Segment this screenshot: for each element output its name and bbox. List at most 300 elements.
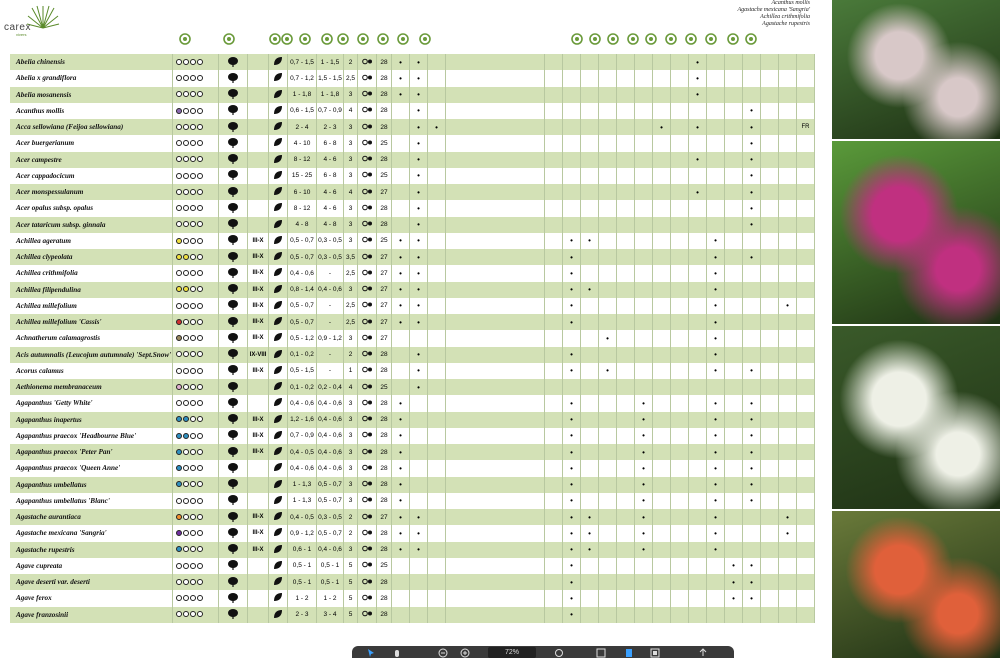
attribute-mark	[779, 607, 797, 623]
foliage-icon	[269, 314, 288, 330]
table-row	[10, 347, 815, 363]
table-row	[10, 54, 815, 70]
attribute-mark: •	[599, 330, 617, 346]
water-value: 3	[344, 135, 358, 151]
attribute-mark	[581, 412, 599, 428]
attribute-mark	[635, 265, 653, 281]
attribute-mark	[689, 428, 707, 444]
shrub-icon	[227, 364, 239, 375]
attribute-mark	[779, 558, 797, 574]
extra-note: FR	[797, 119, 815, 135]
foliage-icon	[269, 395, 288, 411]
flower-color-dot	[197, 481, 203, 487]
flower-color-dot	[197, 546, 203, 552]
extra-note	[797, 103, 815, 119]
height-value: 0,5 - 0,7	[288, 233, 317, 249]
attribute-mark	[653, 509, 671, 525]
flower-color-swatches	[173, 347, 219, 363]
plant-name: Acer tataricum subsp. ginnala	[10, 217, 173, 233]
caption: Agastache rupestris	[762, 21, 810, 27]
document-icon[interactable]	[624, 648, 634, 658]
water-value: 3	[344, 282, 358, 298]
extra-note	[797, 282, 815, 298]
save-icon[interactable]	[596, 648, 606, 658]
attribute-mark	[581, 200, 599, 216]
attribute-mark	[689, 460, 707, 476]
attribute-mark: •	[410, 298, 428, 314]
flower-color-dot	[190, 91, 196, 97]
plant-form-icon	[219, 119, 248, 135]
attribute-mark: •	[743, 574, 761, 590]
brand-logo	[2, 4, 62, 37]
sun-exposure	[358, 249, 377, 265]
foliage-icon	[269, 282, 288, 298]
plant-name: Acanthus mollis	[10, 103, 173, 119]
flowering-period	[248, 184, 269, 200]
attribute-mark	[581, 379, 599, 395]
water-value: 2	[344, 509, 358, 525]
attribute-mark: •	[392, 460, 410, 476]
leaf-icon	[273, 316, 283, 326]
sun-exposure	[358, 444, 377, 460]
attribute-mark	[428, 135, 446, 151]
attribute-mark	[761, 363, 779, 379]
attribute-mark	[581, 135, 599, 151]
flowering-period: III-X	[248, 428, 269, 444]
foliage-icon	[269, 249, 288, 265]
attribute-mark	[581, 590, 599, 606]
plant-form-icon	[219, 590, 248, 606]
foliage-icon	[269, 152, 288, 168]
spacer-cell	[446, 542, 545, 558]
attribute-mark	[671, 103, 689, 119]
leaf-icon	[273, 609, 283, 619]
attribute-mark	[653, 103, 671, 119]
attribute-mark	[635, 298, 653, 314]
attribute-mark	[545, 509, 563, 525]
width-value: 0,5 - 0,7	[317, 493, 344, 509]
attribute-mark	[545, 379, 563, 395]
water-value: 3	[344, 477, 358, 493]
flowering-period	[248, 590, 269, 606]
attribute-mark: •	[743, 168, 761, 184]
flowering-period: III-X	[248, 542, 269, 558]
attribute-mark: •	[563, 282, 581, 298]
attribute-mark	[743, 347, 761, 363]
shrub-icon	[227, 413, 239, 424]
sun-icon	[361, 544, 373, 553]
hardiness-value: 28	[377, 525, 392, 541]
flower-color-dot	[183, 465, 189, 471]
spacer-cell	[446, 314, 545, 330]
attribute-mark	[689, 542, 707, 558]
attribute-mark	[599, 590, 617, 606]
flower-color-dot	[183, 514, 189, 520]
flower-color-dot	[176, 416, 182, 422]
sun-exposure	[358, 379, 377, 395]
attribute-mark	[653, 525, 671, 541]
leaf-icon	[273, 511, 283, 521]
width-value: 2 - 3	[317, 119, 344, 135]
foliage-icon	[269, 460, 288, 476]
flower-color-swatches	[173, 54, 219, 70]
plant-photo	[832, 511, 1000, 658]
attribute-mark	[581, 184, 599, 200]
attribute-mark	[653, 265, 671, 281]
spacer-cell	[446, 119, 545, 135]
attribute-mark	[779, 217, 797, 233]
shrub-icon	[227, 429, 239, 440]
caption: Achillea crithmifolia	[760, 14, 810, 20]
attribute-mark	[653, 298, 671, 314]
attribute-mark	[617, 379, 635, 395]
attribute-mark	[725, 607, 743, 623]
flowering-period: III-X	[248, 525, 269, 541]
attribute-mark	[779, 184, 797, 200]
attribute-mark: •	[707, 460, 725, 476]
attribute-mark	[725, 395, 743, 411]
sun-icon	[336, 32, 350, 46]
attribute-mark	[761, 574, 779, 590]
attribute-mark	[581, 574, 599, 590]
attribute-mark	[725, 525, 743, 541]
attribute-mark	[581, 168, 599, 184]
attribute-mark	[599, 217, 617, 233]
height-value: 2 - 4	[288, 119, 317, 135]
plant-form-icon	[219, 379, 248, 395]
attribute-mark	[779, 493, 797, 509]
leaf-icon	[273, 72, 283, 82]
attribute-mark: •	[743, 493, 761, 509]
hardiness-value: 28	[377, 607, 392, 623]
attribute-mark	[743, 379, 761, 395]
attribute-mark	[428, 200, 446, 216]
shrub-icon	[227, 494, 239, 505]
attribute-mark	[779, 152, 797, 168]
sun-exposure	[358, 184, 377, 200]
butterfly-icon	[376, 32, 390, 46]
attribute-mark: •	[410, 87, 428, 103]
shrub-icon	[227, 576, 239, 587]
sun-icon	[361, 333, 373, 342]
attribute-mark	[635, 590, 653, 606]
plant-name: Agave cupreata	[10, 558, 173, 574]
attribute-mark	[689, 509, 707, 525]
sun-exposure	[358, 135, 377, 151]
attribute-mark: •	[563, 412, 581, 428]
select-tool-icon[interactable]	[366, 648, 376, 658]
attribute-mark	[635, 363, 653, 379]
flower-color-dot	[183, 189, 189, 195]
zoom-level-input[interactable]: 72%	[488, 647, 536, 658]
height-value: 6 - 10	[288, 184, 317, 200]
hardiness-value: 28	[377, 477, 392, 493]
table-row	[10, 574, 815, 590]
height-value: 8 - 12	[288, 200, 317, 216]
attribute-mark	[743, 314, 761, 330]
attribute-mark: •	[779, 509, 797, 525]
attribute-mark	[689, 314, 707, 330]
hardiness-value: 28	[377, 87, 392, 103]
attribute-mark	[653, 444, 671, 460]
hardiness-value: 27	[377, 298, 392, 314]
flowering-period: III-X	[248, 412, 269, 428]
caption: Agastache mexicana 'Sangria'	[737, 7, 810, 13]
attribute-mark	[779, 444, 797, 460]
attribute-mark	[671, 347, 689, 363]
bird-icon	[418, 32, 432, 46]
flower-color-dot	[183, 319, 189, 325]
attribute-mark	[707, 152, 725, 168]
attribute-mark	[599, 87, 617, 103]
hand-tool-icon[interactable]	[392, 648, 402, 658]
attribute-mark	[689, 347, 707, 363]
rotate-icon[interactable]	[554, 648, 564, 658]
attribute-mark: •	[779, 525, 797, 541]
attribute-mark	[689, 233, 707, 249]
attribute-mark	[653, 607, 671, 623]
plant-name: Agastache rupestris	[10, 542, 173, 558]
flowering-period	[248, 460, 269, 476]
sun-icon	[361, 463, 373, 472]
fence-icon	[644, 32, 658, 46]
leaf-icon	[273, 267, 283, 277]
height-value: 4 - 8	[288, 217, 317, 233]
sun-icon	[361, 284, 373, 293]
zoom-in-icon[interactable]	[460, 648, 470, 658]
attribute-mark	[743, 525, 761, 541]
attribute-mark: •	[410, 282, 428, 298]
flower-color-swatches	[173, 330, 219, 346]
sun-exposure	[358, 233, 377, 249]
attribute-mark: •	[707, 542, 725, 558]
flower-color-swatches	[173, 395, 219, 411]
attribute-mark	[581, 395, 599, 411]
flowering-period	[248, 493, 269, 509]
attribute-mark	[581, 217, 599, 233]
attribute-mark	[428, 103, 446, 119]
flower-color-swatches	[173, 265, 219, 281]
water-value: 3	[344, 493, 358, 509]
attribute-mark	[545, 330, 563, 346]
hardiness-value: 25	[377, 379, 392, 395]
flowering-period	[248, 477, 269, 493]
share-icon[interactable]	[698, 648, 708, 658]
plant-name: Achillea clypeolata	[10, 249, 173, 265]
hardiness-value: 28	[377, 119, 392, 135]
height-value: 0,5 - 0,7	[288, 298, 317, 314]
attribute-mark: •	[635, 428, 653, 444]
plant-form-icon	[219, 249, 248, 265]
attribute-mark: •	[563, 525, 581, 541]
shrub-icon	[227, 592, 239, 603]
flower-color-dot	[197, 254, 203, 260]
attribute-mark	[671, 249, 689, 265]
attribute-mark	[671, 395, 689, 411]
width-value: 3 - 4	[317, 607, 344, 623]
shrub-icon	[227, 121, 239, 132]
attribute-mark	[617, 509, 635, 525]
flower-color-dot	[190, 481, 196, 487]
attribute-mark	[653, 168, 671, 184]
salt-icon	[684, 32, 698, 46]
flower-color-dot	[190, 563, 196, 569]
flower-color-dot	[176, 368, 182, 374]
flower-color-dot	[190, 530, 196, 536]
attribute-mark	[635, 330, 653, 346]
flower-color-dot	[190, 59, 196, 65]
attribute-mark	[653, 233, 671, 249]
sun-icon	[361, 268, 373, 277]
flowering-period: III-X	[248, 509, 269, 525]
width-value: 0,7 - 0,9	[317, 103, 344, 119]
attribute-mark: •	[581, 525, 599, 541]
zoom-out-icon[interactable]	[438, 648, 448, 658]
attribute-mark	[707, 217, 725, 233]
attribute-mark	[653, 200, 671, 216]
attribute-mark	[428, 298, 446, 314]
attribute-mark	[581, 103, 599, 119]
flower-color-dot	[197, 319, 203, 325]
leaf-icon	[273, 446, 283, 456]
water-value: 3	[344, 217, 358, 233]
attribute-mark	[410, 477, 428, 493]
attribute-mark	[761, 200, 779, 216]
attribute-mark	[671, 87, 689, 103]
attribute-mark	[689, 363, 707, 379]
attribute-mark	[617, 428, 635, 444]
attribute-mark	[545, 347, 563, 363]
flower-color-dot	[183, 481, 189, 487]
attribute-mark	[428, 184, 446, 200]
sun-icon	[361, 349, 373, 358]
width-value: 0,3 - 0,5	[317, 509, 344, 525]
attribute-mark	[581, 70, 599, 86]
attribute-mark	[779, 330, 797, 346]
hardiness-value: 25	[377, 135, 392, 151]
foliage-icon	[269, 574, 288, 590]
sun-icon	[361, 365, 373, 374]
spacer-cell	[446, 330, 545, 346]
flower-color-dot	[197, 368, 203, 374]
water-value: 4	[344, 184, 358, 200]
table-row	[10, 460, 815, 476]
attribute-mark	[779, 347, 797, 363]
plant-name: Acca sellowiana (Feijoa sellowiana)	[10, 119, 173, 135]
attribute-mark: •	[689, 119, 707, 135]
attribute-mark	[653, 314, 671, 330]
hedgehog-icon	[570, 32, 584, 46]
table-row	[10, 135, 815, 151]
leaf-icon	[273, 397, 283, 407]
attribute-mark	[779, 314, 797, 330]
attribute-mark	[779, 542, 797, 558]
attribute-mark	[545, 152, 563, 168]
shrub-icon	[227, 202, 239, 213]
attribute-mark	[653, 493, 671, 509]
attribute-mark: •	[743, 444, 761, 460]
attribute-mark: •	[392, 70, 410, 86]
flower-color-dot	[183, 303, 189, 309]
flower-color-dot	[190, 124, 196, 130]
attribute-mark	[653, 542, 671, 558]
sun-exposure	[358, 412, 377, 428]
attribute-mark	[725, 412, 743, 428]
attribute-mark: •	[707, 493, 725, 509]
attribute-mark: •	[392, 525, 410, 541]
attribute-mark	[761, 509, 779, 525]
flower-color-dot	[176, 530, 182, 536]
flower-color-dot	[183, 91, 189, 97]
sun-exposure	[358, 314, 377, 330]
attribute-mark	[689, 558, 707, 574]
attribute-mark	[761, 298, 779, 314]
attribute-mark	[581, 607, 599, 623]
width-value: -	[317, 265, 344, 281]
attribute-mark	[428, 363, 446, 379]
attribute-mark	[599, 249, 617, 265]
plant-name: Agastache aurantiaca	[10, 509, 173, 525]
leaf-icon	[273, 495, 283, 505]
attribute-mark	[653, 152, 671, 168]
attribute-mark	[671, 168, 689, 184]
attribute-mark	[779, 249, 797, 265]
attribute-mark: •	[392, 282, 410, 298]
attribute-mark	[761, 412, 779, 428]
sun-icon	[361, 219, 373, 228]
attribute-mark	[761, 314, 779, 330]
attribute-mark: •	[410, 152, 428, 168]
extra-note	[797, 363, 815, 379]
flower-color-dot	[176, 173, 182, 179]
fit-page-icon[interactable]	[650, 648, 660, 658]
attribute-mark	[707, 87, 725, 103]
flower-color-dot	[190, 156, 196, 162]
attribute-mark: •	[635, 509, 653, 525]
attribute-mark	[743, 607, 761, 623]
attribute-mark: •	[410, 70, 428, 86]
flower-color-dot	[197, 173, 203, 179]
table-row	[10, 282, 815, 298]
attribute-mark: •	[707, 265, 725, 281]
hardiness-value: 28	[377, 54, 392, 70]
sun-exposure	[358, 298, 377, 314]
spacer-cell	[446, 282, 545, 298]
width-value: 0,5 - 0,7	[317, 477, 344, 493]
attribute-mark: •	[743, 184, 761, 200]
plant-name: Agapanthus umbellatus 'Blanc'	[10, 493, 173, 509]
flower-color-dot	[176, 238, 182, 244]
sun-icon	[361, 382, 373, 391]
attribute-mark: •	[392, 298, 410, 314]
height-value: 0,9 - 1,2	[288, 525, 317, 541]
attribute-mark	[545, 298, 563, 314]
attribute-mark	[689, 298, 707, 314]
attribute-mark	[581, 477, 599, 493]
foliage-icon	[269, 200, 288, 216]
attribute-mark	[410, 395, 428, 411]
extra-note	[797, 460, 815, 476]
attribute-mark	[707, 103, 725, 119]
plant-form-icon	[219, 412, 248, 428]
attribute-mark	[635, 314, 653, 330]
attribute-mark	[671, 509, 689, 525]
spacer-cell	[446, 298, 545, 314]
attribute-mark	[428, 330, 446, 346]
hardiness-value: 28	[377, 460, 392, 476]
leaf-icon	[273, 332, 283, 342]
width-icon	[298, 32, 312, 46]
